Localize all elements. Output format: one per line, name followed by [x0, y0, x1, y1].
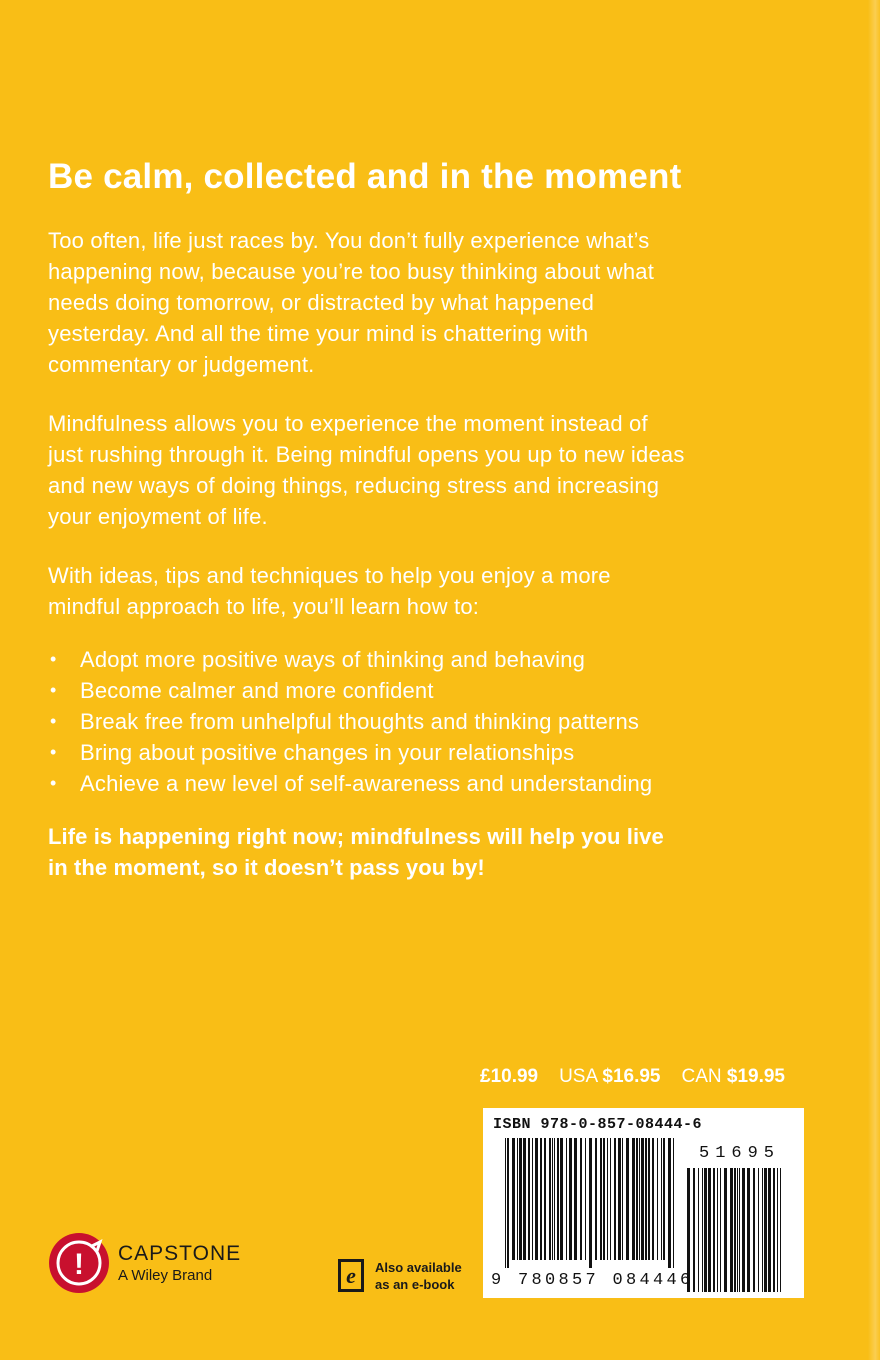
spine-shade — [868, 0, 880, 1360]
barcode-bar — [566, 1138, 567, 1260]
barcode-bar — [737, 1168, 738, 1292]
barcode-bar — [768, 1168, 771, 1292]
barcode-bar — [552, 1138, 553, 1260]
barcode-bar — [607, 1138, 608, 1260]
barcode-bar — [663, 1138, 665, 1260]
price-can-value: $19.95 — [726, 1066, 785, 1087]
barcode-bar — [580, 1138, 582, 1260]
barcode-bar — [704, 1168, 707, 1292]
barcode-bar — [742, 1168, 745, 1292]
barcode-bar — [632, 1138, 635, 1260]
price-can-label: CAN — [681, 1066, 722, 1087]
barcode-bar — [507, 1138, 509, 1268]
barcode-bar — [523, 1138, 526, 1260]
barcode-bar — [603, 1138, 605, 1260]
barcode-bar — [505, 1138, 506, 1268]
barcode-bar — [713, 1168, 715, 1292]
bullet-icon: • — [50, 680, 57, 700]
price-list — [480, 1066, 785, 1088]
barcode-bar — [618, 1138, 621, 1260]
barcode-bar — [614, 1138, 616, 1260]
barcode-bar — [549, 1138, 551, 1260]
ebook-icon — [337, 1258, 367, 1294]
barcode-bar — [762, 1168, 763, 1292]
benefits-list — [48, 644, 688, 799]
closing-statement: Life is happening right now; mindfulness will help you live in the moment, so it doesn’t pass you by! — [48, 824, 664, 880]
barcode-bar — [648, 1138, 650, 1260]
barcode-bar — [753, 1168, 755, 1292]
barcode-bar — [698, 1168, 699, 1292]
barcode-box — [483, 1108, 804, 1298]
list-item-text: Break free from unhelpful thoughts and thinking patterns — [80, 709, 640, 734]
list-item — [48, 675, 688, 706]
barcode-bar — [528, 1138, 530, 1260]
bullet-icon: • — [50, 649, 57, 669]
barcode-bar — [739, 1168, 740, 1292]
publisher-name: CAPSTONE — [118, 1241, 242, 1265]
list-item-text: Become calmer and more confident — [80, 678, 434, 703]
barcode-bar — [595, 1138, 597, 1260]
barcode-bar — [641, 1138, 644, 1260]
mindfulness-paragraph: Mindfulness allows you to experience the moment instead of just rushing through it. Being mindful opens you up to new ideas and new ways of doing things, reducing stress and increasing your enjoyment of life. — [48, 411, 685, 529]
blurb — [48, 155, 688, 883]
barcode-bar — [610, 1138, 611, 1260]
barcode-bar — [780, 1168, 781, 1292]
bullet-icon: • — [50, 773, 57, 793]
list-item — [48, 737, 688, 768]
price-addon-barcode — [687, 1168, 787, 1292]
barcode-bar — [532, 1138, 533, 1260]
barcode-bar — [734, 1168, 736, 1292]
price-can — [681, 1066, 785, 1088]
barcode-bar — [720, 1168, 721, 1292]
isbn-label: ISBN 978-0-857-08444-6 — [493, 1116, 703, 1133]
list-item — [48, 644, 688, 675]
barcode-bar — [574, 1138, 577, 1260]
barcode-bar — [585, 1138, 586, 1260]
barcode-bar — [636, 1138, 638, 1260]
barcode-bar — [668, 1138, 671, 1268]
barcode-bar — [557, 1138, 559, 1260]
barcode-bar — [764, 1168, 767, 1292]
ean-digits: 9 780857 084446 — [491, 1271, 694, 1290]
barcode-bar — [777, 1168, 778, 1292]
barcode-bar — [639, 1138, 640, 1260]
ebook-notice — [337, 1258, 462, 1294]
barcode-bar — [661, 1138, 662, 1260]
price-usa-label: USA — [559, 1066, 598, 1087]
barcode-bar — [758, 1168, 759, 1292]
list-item — [48, 768, 688, 799]
price-usa — [559, 1066, 660, 1088]
list-item-text: Achieve a new level of self-awareness and understanding — [80, 771, 653, 796]
barcode-bar — [645, 1138, 647, 1260]
price-usa-value: $16.95 — [602, 1066, 661, 1087]
list-item — [48, 706, 688, 737]
barcode-bar — [657, 1138, 658, 1260]
barcode-bar — [519, 1138, 522, 1260]
barcode-bar — [560, 1138, 563, 1260]
barcode-bar — [730, 1168, 733, 1292]
barcode-bar — [544, 1138, 546, 1260]
addon-digits: 51695 — [699, 1144, 781, 1163]
barcode-bar — [517, 1138, 518, 1260]
publisher-logo — [48, 1232, 241, 1294]
ebook-text — [375, 1259, 462, 1293]
barcode-bar — [626, 1138, 629, 1260]
barcode-bar — [652, 1138, 654, 1260]
logo-glyph: ! — [74, 1248, 84, 1281]
list-item-text: Bring about positive changes in your relationships — [80, 740, 575, 765]
barcode-bar — [708, 1168, 711, 1292]
barcode-bar — [540, 1138, 542, 1260]
list-item-text: Adopt more positive ways of thinking and behaving — [80, 647, 586, 672]
barcode-bar — [622, 1138, 623, 1260]
barcode-bar — [673, 1138, 674, 1268]
ean-barcode — [505, 1138, 677, 1268]
publisher-wordmark — [118, 1242, 241, 1285]
publisher-tagline: A Wiley Brand — [118, 1266, 213, 1284]
price-uk: £10.99 — [480, 1066, 539, 1087]
ebook-line-2: as an e-book — [375, 1277, 455, 1292]
barcode-bar — [773, 1168, 775, 1292]
barcode-bar — [589, 1138, 592, 1268]
barcode-bar — [512, 1138, 515, 1260]
headline: Be calm, collected and in the moment — [48, 157, 682, 196]
barcode-bar — [747, 1168, 750, 1292]
ebook-glyph: e — [346, 1263, 356, 1288]
bullet-icon: • — [50, 711, 57, 731]
bullet-icon: • — [50, 742, 57, 762]
ebook-line-1: Also available — [375, 1260, 462, 1275]
barcode-bar — [569, 1138, 572, 1260]
learn-paragraph: With ideas, tips and techniques to help you enjoy a more mindful approach to life, you’ll learn how to: — [48, 563, 611, 619]
barcode-bar — [554, 1138, 555, 1260]
barcode-bar — [702, 1168, 703, 1292]
capstone-logo-icon — [48, 1232, 110, 1294]
barcode-bar — [535, 1138, 538, 1260]
barcode-bar — [724, 1168, 727, 1292]
intro-paragraph: Too often, life just races by. You don’t fully experience what’s happening now, because you’re too busy thinking about what needs doing tomorrow, or distracted by what happened yesterday. And all the time your mind is chattering with commentary or judgement. — [48, 228, 655, 377]
barcode-bar — [717, 1168, 718, 1292]
barcode-bar — [600, 1138, 602, 1260]
